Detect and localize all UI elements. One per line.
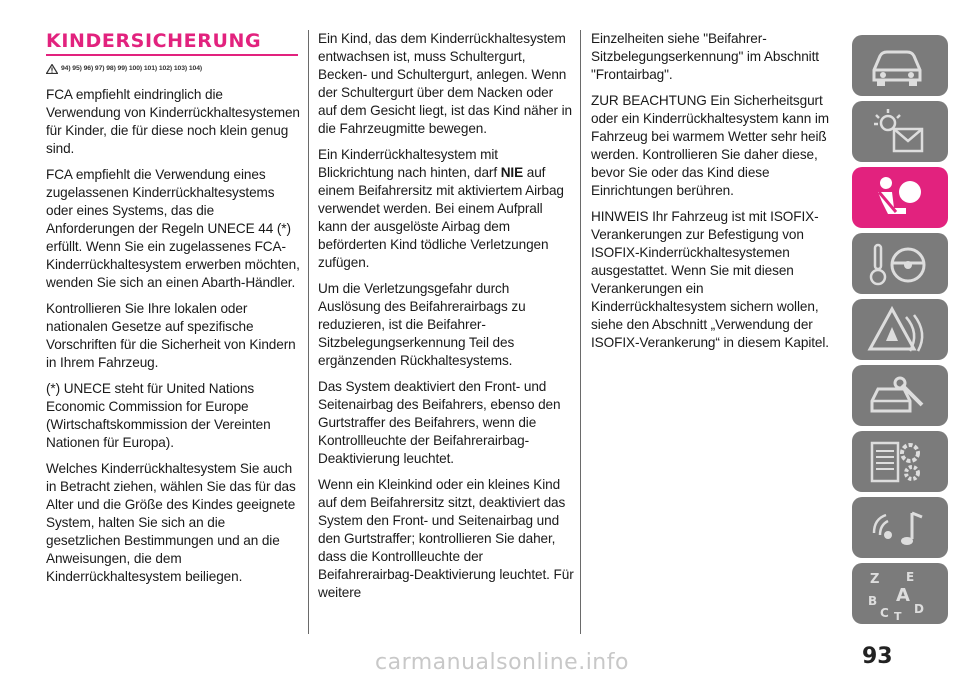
- airbag-seatbelt-icon: [866, 174, 926, 222]
- index-letter: Z: [870, 571, 880, 587]
- index-letter: T: [894, 609, 902, 621]
- column-1: [46, 30, 300, 594]
- tab-maintenance[interactable]: [852, 365, 948, 426]
- wrench-car-icon: [866, 371, 930, 421]
- car-icon: [866, 44, 928, 88]
- paragraph: HINWEIS Ihr Fahrzeug ist mit ISOFIX-Verankerungen zur Befestigung von ISOFIX-Kinderrückhaltesystemen ausgestattet. Wenn Sie mit diesen Verankerungen ein Kinderrückhaltesystem sichern wollen, siehe den Abschnitt „Verwendung der ISOFIX-Verankerung“ in diesem Kapitel.: [591, 209, 829, 350]
- tab-warning-lights[interactable]: [852, 101, 948, 162]
- section-title: KINDERSICHERUNG: [46, 30, 262, 52]
- index-letter: E: [906, 569, 915, 584]
- title-underline: [46, 54, 298, 56]
- paragraph: [318, 146, 574, 272]
- tab-starting-driving[interactable]: [852, 233, 948, 294]
- text-run: Ein Kinderrückhaltesystem mit Blickrichtung nach hinten, darf: [318, 147, 501, 180]
- text-run: auf einem Beifahrersitz mit aktiviertem Airbag verwendet werden. Bei einem Aufprall kann der ausgelöste Airbag dem beförderten Kind tödliche Verletzungen zufügen.: [318, 165, 564, 270]
- specs-gear-icon: [866, 437, 930, 487]
- key-steering-wheel-icon: [866, 239, 930, 289]
- paragraph: (*) UNECE steht für United Nations Economic Commission for Europe (Wirtschaftskommission der Vereinten Nationen für Europa).: [46, 381, 271, 450]
- alphabet-index-icon: [866, 567, 930, 621]
- tab-safety[interactable]: [852, 167, 948, 228]
- tab-emergency[interactable]: [852, 299, 948, 360]
- column-divider: [308, 30, 309, 634]
- warning-references: [46, 60, 300, 78]
- paragraph: Kontrollieren Sie Ihre lokalen oder nationalen Gesetze auf spezifische Vorschriften für die Sicherheit von Kindern in Ihrem Fahrzeug.: [46, 301, 296, 370]
- road-warning-icon: [866, 305, 930, 355]
- emphasis-never: NIE: [500, 165, 524, 180]
- paragraph: ZUR BEACHTUNG Ein Sicherheitsgurt oder ein Kinderrückhaltesystem kann im Fahrzeug bei warmem Wetter sehr heiß werden. Kontrollieren Sie daher diese, bevor Sie oder das Kind diese Einrichtungen berühren.: [591, 93, 829, 198]
- tab-car[interactable]: [852, 35, 948, 96]
- paragraph: FCA empfiehlt eindringlich die Verwendung von Kinderrückhaltesystemen für Kinder, die für diese noch klein genug sind.: [46, 87, 300, 156]
- warning-triangle-icon: [46, 64, 58, 74]
- paragraph: Welches Kinderrückhaltesystem Sie auch in Betracht ziehen, wählen Sie das für das Alter und die Größe des Kindes geeignete System, halten Sie sich an die gesetzlichen Bestimmungen und an die Anweisungen, die dem Kinderrückhaltesystem beiliegen.: [46, 461, 296, 584]
- warning-lights-icon: [866, 107, 930, 157]
- page-number: 93: [862, 644, 893, 669]
- media-music-icon: [866, 503, 930, 553]
- paragraph: Um die Verletzungsgefahr durch Auslösung des Beifahrerairbags zu reduzieren, ist die Beifahrer-Sitzbelegungserkennung Teil des ergänzenden Rückhaltesystems.: [318, 281, 526, 368]
- index-letter: D: [914, 601, 924, 616]
- column-3: [591, 30, 841, 360]
- tab-technical-data[interactable]: [852, 431, 948, 492]
- column-2: [318, 30, 574, 610]
- reference-numbers: 94) 95) 96) 97) 98) 99) 100) 101) 102) 103) 104): [61, 65, 203, 72]
- watermark: carmanualsonline.info: [375, 650, 629, 675]
- index-letter: B: [868, 593, 878, 608]
- index-letter: C: [880, 605, 889, 620]
- index-letter: A: [896, 584, 910, 606]
- paragraph: Wenn ein Kleinkind oder ein kleines Kind auf dem Beifahrersitz sitzt, deaktiviert das System den Front- und Seitenairbag und den Gurtstraffer; kontrollieren Sie daher, dass die Kontrollleuchte der Beifahrerairbag-Deaktivierung leuchtet. Für weitere: [318, 477, 574, 600]
- paragraph: Das System deaktiviert den Front- und Seitenairbag des Beifahrers, ebenso den Gurtstraffer des Beifahrers, wenn die Kontrollleuchte der Beifahrerairbag-Deaktivierung leuchtet.: [318, 379, 561, 466]
- tab-index[interactable]: [852, 563, 948, 624]
- tab-multimedia[interactable]: [852, 497, 948, 558]
- paragraph: FCA empfiehlt die Verwendung eines zugelassenen Kinderrückhaltesystems oder eines Systems, das die Anforderungen der Regeln UNECE 44 (*) erfüllt. Wenn Sie ein zugelassenes FCA-Kinderrückhaltesystem erwerben möchten, wenden Sie sich an einen Abarth-Händler.: [46, 167, 300, 290]
- paragraph: Einzelheiten siehe "Beifahrer-Sitzbelegungserkennung" im Abschnitt "Frontairbag".: [591, 31, 819, 82]
- column-divider: [580, 30, 581, 634]
- paragraph: Ein Kind, das dem Kinderrückhaltesystem entwachsen ist, muss Schultergurt, Becken- und Schultergurt, anlegen. Wenn der Schultergurt über dem Nacken oder auf dem Gesicht liegt, ist das Kind näher in die Fahrzeugmitte bewegen.: [318, 31, 573, 136]
